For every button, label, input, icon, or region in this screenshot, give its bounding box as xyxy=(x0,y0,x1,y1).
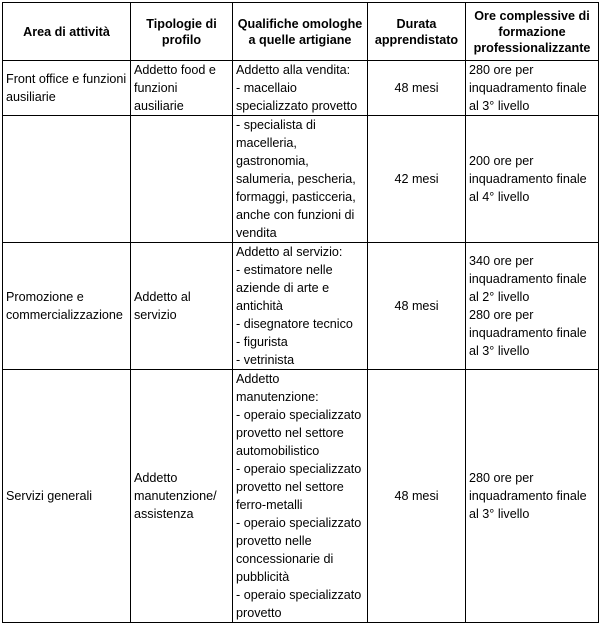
qualifica-line: - operaio specializzato provetto nelle concessionarie di pubblicità xyxy=(236,516,362,584)
ore-line: 280 ore per inquadramento finale al 3° livello xyxy=(469,63,587,113)
qualifica-line: Addetto manutenzione: xyxy=(236,372,319,404)
qualifica-line: - vetrinista xyxy=(236,353,295,367)
qualifica-line: - macellaio specializzato provetto xyxy=(236,81,358,113)
header-durata: Durata apprendistato xyxy=(368,3,466,61)
ore-line: 280 ore per inquadramento finale al 3° livello xyxy=(469,471,587,521)
qualifica-line: Addetto alla vendita: xyxy=(236,63,351,77)
cell-area: Servizi generali xyxy=(3,370,131,623)
cell-qualifiche xyxy=(233,243,368,370)
qualifica-line: Addetto al servizio: xyxy=(236,245,343,259)
ore-line: 340 ore per inquadramento finale al 2° livello xyxy=(469,254,587,304)
cell-profilo xyxy=(131,116,233,243)
table-row xyxy=(3,243,599,370)
ore-line: 280 ore per inquadramento finale al 3° livello xyxy=(469,308,587,358)
qualifica-line: - operaio specializzato provetto xyxy=(236,588,362,620)
table-row xyxy=(3,61,599,116)
table-row xyxy=(3,116,599,243)
cell-profilo: Addetto manutenzione/ assistenza xyxy=(131,370,233,623)
cell-durata: 48 mesi xyxy=(368,370,466,623)
cell-ore xyxy=(466,116,599,243)
cell-ore xyxy=(466,370,599,623)
header-area: Area di attività xyxy=(3,3,131,61)
qualifica-line: - operaio specializzato provetto nel settore ferro-metalli xyxy=(236,462,362,512)
header-row xyxy=(3,3,599,61)
cell-area: Promozione e commercializzazione xyxy=(3,243,131,370)
cell-durata: 48 mesi xyxy=(368,61,466,116)
apprenticeship-table xyxy=(2,2,599,623)
qualifica-line: - operaio specializzato provetto nel settore automobilistico xyxy=(236,408,362,458)
header-qualifiche: Qualifiche omologhe a quelle artigiane xyxy=(233,3,368,61)
cell-ore xyxy=(466,243,599,370)
qualifica-line: - estimatore nelle aziende di arte e antichità xyxy=(236,263,333,313)
qualifica-line: - disegnatore tecnico xyxy=(236,317,353,331)
cell-ore xyxy=(466,61,599,116)
cell-area xyxy=(3,116,131,243)
cell-profilo: Addetto food e funzioni ausiliarie xyxy=(131,61,233,116)
qualifica-line: - specialista di macelleria, gastronomia, salumeria, pescheria, formaggi, pasticceria, anche con funzioni di vendita xyxy=(236,118,356,240)
qualifica-line: - figurista xyxy=(236,335,288,349)
cell-qualifiche xyxy=(233,370,368,623)
header-ore: Ore complessive di formazione professionalizzante xyxy=(466,3,599,61)
cell-durata: 42 mesi xyxy=(368,116,466,243)
cell-qualifiche xyxy=(233,116,368,243)
table-row xyxy=(3,370,599,623)
ore-line: 200 ore per inquadramento finale al 4° livello xyxy=(469,154,587,204)
cell-profilo: Addetto al servizio xyxy=(131,243,233,370)
cell-area: Front office e funzioni ausiliarie xyxy=(3,61,131,116)
header-profilo: Tipologie di profilo xyxy=(131,3,233,61)
cell-qualifiche xyxy=(233,61,368,116)
cell-durata: 48 mesi xyxy=(368,243,466,370)
